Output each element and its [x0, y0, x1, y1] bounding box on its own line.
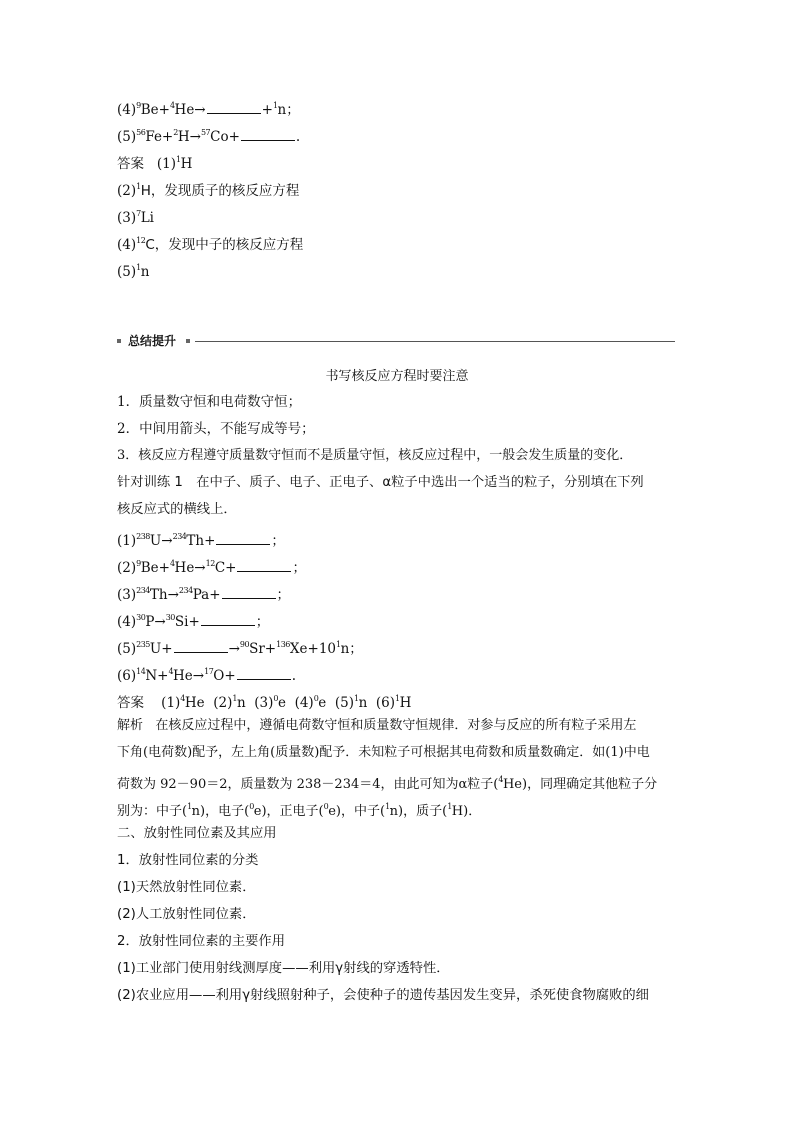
mass-number: 136	[276, 640, 290, 649]
section-2-sub-1: 1．放射性同位素的分类	[117, 853, 259, 868]
answer-value: H	[399, 695, 412, 711]
section-2-sub-1a: (1)天然放射性同位素．	[117, 880, 256, 895]
analysis-label: 解析	[117, 718, 144, 733]
nuclide: Be+	[140, 560, 170, 576]
nuclide: Th+	[186, 533, 216, 549]
answer-blank[interactable]	[174, 640, 228, 653]
analysis-text: He)，同理确定其他粒子分	[502, 777, 658, 792]
exercise-eq-3	[117, 582, 290, 604]
mass-number: 1	[272, 101, 278, 110]
nuclide: U→	[149, 533, 173, 549]
mass-number: 0	[323, 802, 329, 811]
section-2-sub-1b: (2)人工放射性同位素．	[117, 907, 256, 922]
answer-line-4	[117, 232, 303, 254]
mass-number: 1	[336, 640, 341, 649]
mass-number: 9	[136, 559, 141, 568]
analysis-text: n)，电子(	[191, 804, 250, 819]
mass-number: 9	[136, 101, 141, 110]
nuclide: Co+	[210, 129, 240, 145]
answer-value: H	[180, 156, 193, 172]
answer-line-2	[117, 178, 299, 200]
exercise-intro-line-1: 针对训练 1 在中子、质子、电子、正电子、α粒子中选出一个适当的粒子，分别填在下列	[117, 475, 644, 490]
answer-number: (4)	[117, 237, 137, 253]
summary-point-1: 1．质量数守恒和电荷数守恒；	[117, 394, 302, 410]
nuclide: U+	[149, 641, 173, 657]
plus-sign: +	[261, 102, 273, 118]
mass-number: 4	[498, 775, 503, 784]
nuclide: H→	[177, 129, 201, 145]
nuclide: P→	[145, 614, 166, 630]
eq-number: (1)	[117, 533, 137, 549]
nuclide: He→	[173, 668, 205, 684]
answer-number: (1)	[156, 156, 176, 172]
answer-number: (3)	[117, 210, 137, 226]
period: .	[291, 668, 296, 684]
nuclide: Th→	[149, 587, 179, 603]
answer-number: (4)	[294, 695, 314, 711]
section-2-sub-2: 2．放射性同位素的主要作用	[117, 934, 286, 949]
section-2-sub-2b: (2)农业应用——利用γ射线照射种子，会使种子的遗传基因发生变异，杀死使食物腐败的细	[117, 988, 649, 1003]
nuclide: O+	[213, 668, 236, 684]
answer-value: n	[140, 264, 150, 280]
mass-number: 2	[173, 128, 178, 137]
mass-number: 56	[136, 128, 146, 137]
nuclide: Be+	[140, 102, 170, 118]
exercise-eq-4	[117, 609, 269, 631]
answer-blank[interactable]	[237, 559, 291, 572]
summary-heading: 总结提升	[128, 334, 177, 348]
answer-blank[interactable]	[201, 613, 255, 626]
nuclide: n；	[340, 641, 363, 657]
eq-number: (6)	[117, 668, 137, 684]
mass-number: 30	[165, 613, 175, 622]
semicolon: ；	[276, 587, 291, 603]
mass-number: 12	[136, 236, 146, 245]
mass-number: 0	[273, 694, 278, 703]
answer-label: 答案	[117, 156, 144, 172]
answer-number: (6)	[375, 695, 396, 711]
mass-number: 4	[169, 559, 175, 568]
eq-number: (5)	[117, 129, 137, 145]
mass-number: 4	[168, 667, 174, 676]
exercise-eq-6	[117, 663, 296, 685]
answer-blank	[241, 128, 295, 141]
mass-number: 90	[239, 640, 250, 649]
mass-number: 238	[136, 532, 150, 541]
nuclide: Pa+	[192, 587, 221, 603]
period: .	[295, 129, 301, 145]
answer-blank[interactable]	[222, 586, 276, 599]
analysis-text: 在核反应过程中，遵循电荷数守恒和质量数守恒规律．对参与反应的所有粒子采用左	[155, 718, 637, 733]
answer-value: C，发现中子的核反应方程	[145, 237, 304, 253]
mass-number: 1	[385, 802, 390, 811]
answer-number: (2)	[213, 695, 233, 711]
answer-value: H，发现质子的核反应方程	[140, 183, 300, 199]
nuclide: n；	[277, 102, 300, 118]
exercise-intro-line-2: 核反应式的横线上．	[117, 502, 237, 517]
mass-number: 1	[354, 694, 359, 703]
nuclide: He→	[174, 560, 206, 576]
answer-line-3	[117, 205, 154, 227]
semicolon: ；	[292, 560, 306, 576]
mass-number: 1	[395, 694, 400, 703]
mass-number: 1	[232, 694, 237, 703]
answer-value: e	[277, 695, 286, 711]
mass-number: 234	[178, 586, 193, 595]
mass-number: 57	[200, 128, 211, 137]
analysis-line-2: 下角(电荷数)配予，左上角(质量数)配予．未知粒子可根据其电荷数和质量数确定．如(1)中电	[117, 745, 650, 760]
answer-value: Li	[140, 210, 155, 226]
exercise-eq-1	[117, 528, 285, 550]
answer-number: (5)	[334, 695, 355, 711]
mass-number: 4	[169, 101, 175, 110]
semicolon: ；	[255, 614, 270, 630]
answer-number: (3)	[254, 695, 274, 711]
mass-number: 234	[172, 532, 187, 541]
analysis-text: e)，正电子(	[253, 804, 324, 819]
answer-number: (1)	[161, 695, 181, 711]
answer-blank[interactable]	[237, 667, 291, 680]
nuclide: He→	[174, 102, 206, 118]
summary-point-2: 2．中间用箭头，不能写成等号；	[117, 421, 315, 437]
answer-blank	[207, 101, 261, 114]
nuclide: N+	[145, 668, 169, 684]
section-2-title: 二、放射性同位素及其应用	[117, 826, 277, 841]
answer-line-1	[117, 151, 192, 173]
mass-number: 17	[204, 667, 214, 676]
section-2-sub-2a: (1)工业部门使用射线测厚度——利用γ射线的穿透特性．	[117, 961, 450, 976]
mass-number: 1	[447, 802, 452, 811]
answer-number: (5)	[117, 264, 137, 280]
exercise-eq-5	[117, 636, 363, 658]
eq-number: (4)	[117, 614, 137, 630]
mass-number: 7	[136, 209, 141, 218]
analysis-line-1	[117, 717, 636, 735]
analysis-line-3	[117, 771, 657, 794]
nuclide: Sr+	[249, 641, 277, 657]
mass-number: 1	[136, 263, 141, 272]
equation-4-line	[117, 97, 300, 119]
answer-value: He	[184, 695, 205, 711]
answer-number: (2)	[117, 183, 137, 199]
analysis-text: H)．	[451, 804, 482, 819]
eq-number: (3)	[117, 587, 137, 603]
semicolon: ；	[271, 533, 285, 549]
mass-number: 4	[180, 694, 185, 703]
heading-square-icon	[186, 339, 190, 343]
answer-blank[interactable]	[216, 532, 270, 545]
heading-square-icon	[117, 339, 121, 343]
mass-number: 1	[176, 155, 181, 164]
analysis-text: 荷数为 92－90＝2，质量数为 238－234＝4，由此可知为α粒子(	[117, 777, 499, 792]
mass-number: 1	[136, 182, 141, 191]
mass-number: 12	[205, 559, 215, 568]
exercise-eq-2	[117, 555, 306, 577]
nuclide: Si+	[174, 614, 200, 630]
mass-number: 1	[187, 802, 192, 811]
answer-value: n	[236, 695, 246, 711]
arrow: →	[228, 641, 240, 657]
answer-value: n	[358, 695, 368, 711]
nuclide: Fe+	[145, 129, 174, 145]
heading-rule	[195, 341, 675, 342]
mass-number: 30	[136, 613, 146, 622]
summary-heading-bar	[117, 334, 675, 348]
mass-number: 235	[136, 640, 150, 649]
eq-number: (5)	[117, 641, 137, 657]
mass-number: 234	[136, 586, 150, 595]
nuclide: C+	[214, 560, 237, 576]
nuclide: Xe+10	[289, 641, 336, 657]
analysis-text: n)，质子(	[389, 804, 448, 819]
mass-number: 0	[249, 802, 254, 811]
equation-5-line	[117, 124, 300, 146]
analysis-line-4	[117, 798, 481, 821]
mass-number: 0	[313, 694, 319, 703]
summary-point-3: 3．核反应方程遵守质量数守恒而不是质量守恒，核反应过程中，一般会发生质量的变化．	[117, 448, 633, 463]
summary-title: 书写核反应方程时要注意	[325, 369, 469, 384]
eq-number: (4)	[117, 102, 137, 118]
exercise-answer-line	[117, 690, 411, 712]
answer-value: e	[318, 695, 327, 711]
mass-number: 14	[136, 667, 146, 676]
answer-line-5	[117, 259, 149, 281]
answer-label: 答案	[117, 695, 144, 711]
analysis-text: 别为：中子(	[117, 804, 188, 819]
analysis-text: e)，中子(	[328, 804, 386, 819]
eq-number: (2)	[117, 560, 137, 576]
